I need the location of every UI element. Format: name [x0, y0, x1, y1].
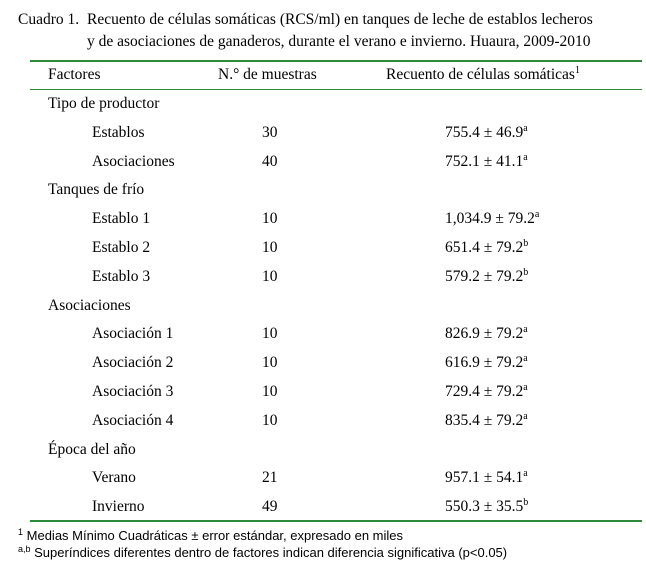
row-cell-count [445, 353, 528, 373]
row-cell-count-sup: a [523, 123, 528, 134]
row-cell-count-sup: a [523, 411, 528, 422]
caption-text [87, 9, 646, 53]
row-sample-count: 10 [262, 354, 278, 371]
row-cell-count [445, 152, 528, 172]
footnote-2 [18, 545, 507, 561]
row-sample-count: 10 [262, 268, 278, 285]
row-sample-count: 10 [262, 239, 278, 256]
row-cell-count [445, 267, 528, 287]
row-sample-count: 10 [262, 412, 278, 429]
header-recuento-sup: 1 [574, 65, 580, 76]
header-muestras: N.° de muestras [218, 66, 317, 83]
header-factores: Factores [48, 66, 101, 83]
row-label: Establo 1 [92, 210, 151, 227]
table-row [0, 267, 646, 287]
row-label: Verano [92, 469, 136, 486]
row-cell-count [445, 324, 528, 344]
row-cell-count-value: 835.4 ± 79.2 [445, 412, 524, 429]
row-label: Establo 3 [92, 268, 151, 285]
group-label: Asociaciones [48, 297, 131, 314]
table-row [0, 324, 646, 344]
table-row [0, 411, 646, 431]
row-cell-count-value: 957.1 ± 54.1 [445, 469, 524, 486]
row-cell-count-sup: a [523, 353, 528, 364]
row-cell-count-value: 729.4 ± 79.2 [445, 383, 524, 400]
header-recuento-text: Recuento de células somáticas [386, 66, 575, 83]
table-row [0, 123, 646, 143]
row-cell-count-value: 826.9 ± 79.2 [445, 325, 524, 342]
row-cell-count [445, 123, 528, 143]
row-sample-count: 49 [262, 498, 278, 515]
table-row [0, 152, 646, 172]
row-cell-count-sup: a [523, 324, 528, 335]
row-cell-count-value: 755.4 ± 46.9 [445, 124, 524, 141]
group-label: Época del año [48, 441, 136, 458]
footnote-2-text: Superíndices diferentes dentro de factores indican diferencia significativa (p<0.05) [34, 545, 508, 560]
group-label: Tanques de frío [48, 181, 145, 198]
row-sample-count: 40 [262, 153, 278, 170]
table-group-row [0, 94, 646, 114]
row-label: Establos [92, 124, 145, 141]
row-cell-count [445, 411, 528, 431]
row-cell-count [445, 209, 539, 229]
row-sample-count: 21 [262, 469, 278, 486]
table-row [0, 238, 646, 258]
header-recuento [386, 66, 580, 84]
row-cell-count-value: 579.2 ± 79.2 [445, 268, 524, 285]
row-cell-count-value: 651.4 ± 79.2 [445, 239, 524, 256]
table-row [0, 209, 646, 229]
row-cell-count [445, 238, 528, 258]
row-sample-count: 10 [262, 325, 278, 342]
table-group-row [0, 180, 646, 200]
row-label: Asociaciones [92, 153, 175, 170]
footnote-1 [18, 528, 403, 544]
row-cell-count-value: 752.1 ± 41.1 [445, 153, 524, 170]
footnote-1-mark: 1 [18, 527, 24, 537]
row-cell-count-sup: a [523, 382, 528, 393]
row-label: Asociación 4 [92, 412, 174, 429]
row-cell-count-sup: b [523, 267, 529, 278]
row-label: Asociación 1 [92, 325, 174, 342]
table-row [0, 497, 646, 517]
table-row [0, 353, 646, 373]
table-top-rule [30, 60, 642, 62]
row-cell-count-value: 1,034.9 ± 79.2 [445, 210, 535, 227]
caption-line-1: Recuento de células somáticas (RCS/ml) en tanques de leche de establos lecheros [87, 11, 593, 28]
row-sample-count: 10 [262, 383, 278, 400]
row-cell-count-sup: b [523, 238, 529, 249]
row-label: Invierno [92, 498, 145, 515]
row-cell-count-sup: a [534, 209, 540, 220]
row-sample-count: 10 [262, 210, 278, 227]
table-row [0, 468, 646, 488]
table-group-row [0, 296, 646, 316]
row-cell-count [445, 468, 528, 488]
caption-label: Cuadro 1. [18, 11, 80, 28]
group-label: Tipo de productor [48, 95, 160, 112]
table-row [0, 382, 646, 402]
row-cell-count-sup: a [523, 468, 528, 479]
row-cell-count-sup: b [523, 497, 529, 508]
caption-line-2: y de asociaciones de ganaderos, durante el verano e invierno. Huaura, 2009-2010 [87, 33, 591, 50]
footnote-2-mark: a,b [18, 544, 31, 554]
row-sample-count: 30 [262, 124, 278, 141]
row-label: Asociación 3 [92, 383, 174, 400]
footnote-1-text: Medias Mínimo Cuadráticas ± error estándar, expresado en miles [26, 528, 403, 543]
table-group-row [0, 440, 646, 460]
row-cell-count [445, 382, 528, 402]
header-rule [30, 89, 642, 90]
row-cell-count [445, 497, 528, 517]
table-bottom-rule [30, 520, 642, 522]
row-label: Establo 2 [92, 239, 151, 256]
row-cell-count-value: 616.9 ± 79.2 [445, 354, 524, 371]
row-label: Asociación 2 [92, 354, 174, 371]
row-cell-count-value: 550.3 ± 35.5 [445, 498, 524, 515]
row-cell-count-sup: a [523, 152, 528, 163]
